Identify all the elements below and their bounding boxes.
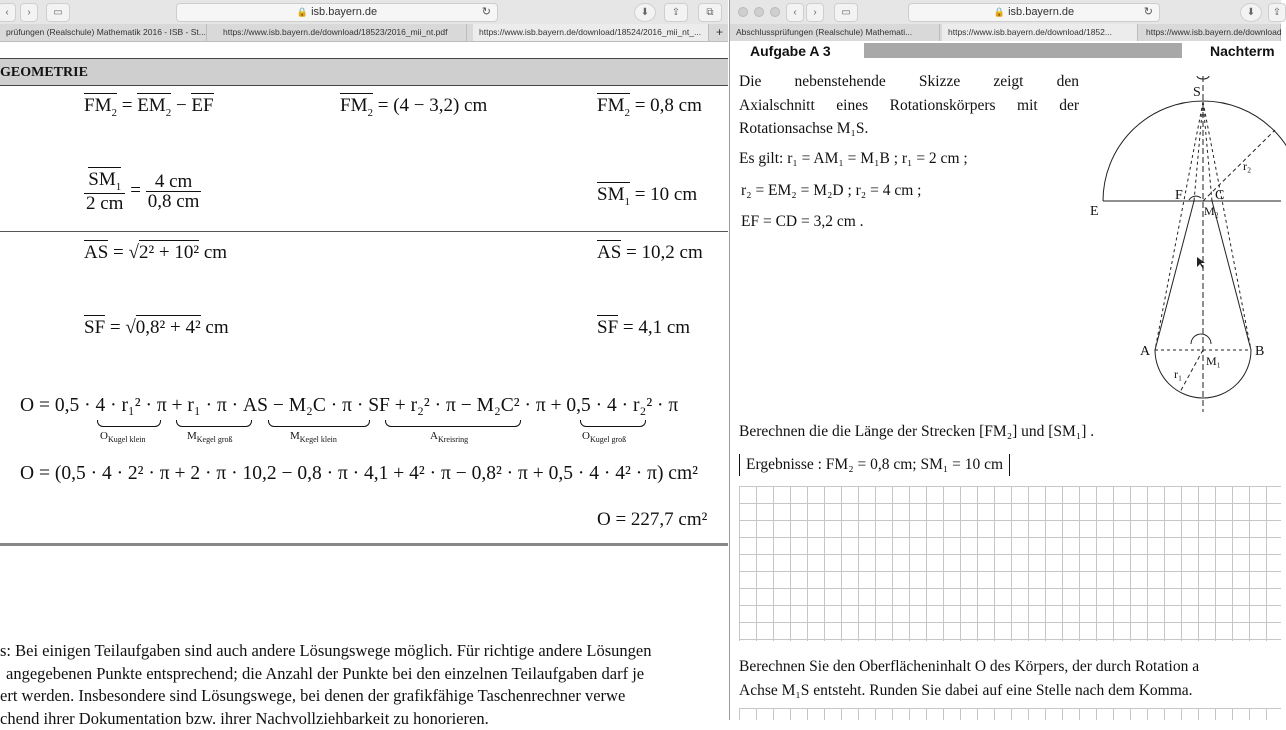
zoom-window-button[interactable] (770, 7, 780, 17)
footnote-line-3: ert werden. Insbesondere sind Lösungswege, bei denen der grafikfähige Taschenrechner verwe (0, 685, 728, 708)
lock-icon: 🔒 (994, 7, 1005, 17)
label-r2: r₂ (1243, 159, 1251, 173)
right-browser-window (729, 0, 1281, 720)
answer-grid[interactable] (739, 486, 1281, 641)
task-header (730, 41, 1281, 60)
results-box: Ergebnisse : FM₂ = 0,8 cm; SM₁ = 10 cm (739, 454, 1010, 476)
given-line-3: EF = CD = 3,2 cm . (741, 213, 864, 231)
label-m2: M₂ (1204, 204, 1219, 218)
back-button[interactable]: ‹ (786, 3, 804, 22)
right-toolbar (730, 0, 1281, 25)
radius-r2 (1203, 130, 1275, 201)
reload-icon[interactable]: ↻ (482, 4, 491, 21)
rotation-body-sketch (1085, 62, 1281, 418)
surface-formula: O = 0,5 · 4 · r₁² · π + r₁ · π · AS − M₂C · π · SF + r₂² · π − M₂C² · π + 0,5 · 4 · r₂² · π (20, 396, 678, 416)
label-e: E (1090, 204, 1099, 219)
dash-sf (1194, 102, 1203, 201)
fm2-equation: $FM_2 = EM_2$ − EF (84, 96, 214, 119)
as-result: AS = 10,2 cm (597, 243, 703, 262)
download-icon[interactable]: ⬇ (1240, 3, 1262, 22)
intro-line-2: Axialschnitt eines Rotationskörpers mit der (739, 94, 1079, 118)
label-kegel-klein: $M_{Kegel klein}$ (290, 430, 337, 444)
dash-sc (1203, 102, 1212, 201)
dash-sb (1203, 102, 1251, 350)
divider (0, 231, 728, 232)
section-end-line (0, 543, 728, 546)
section-header-bar (0, 58, 728, 86)
footnote-line-2: angegebenen Punkte entsprechend; die Anzahl der Punkte bei den einzelnen Teilaufgaben darf je (0, 663, 728, 686)
left-toolbar (0, 0, 728, 25)
as-equation: AS = √2² + 10² cm (84, 243, 227, 262)
tab-2-active[interactable]: https://www.isb.bayern.de/download/1852... (942, 24, 1138, 41)
left-tab-bar (0, 24, 728, 42)
task-term: Nachterm (1210, 43, 1275, 59)
sidebar-icon[interactable]: ▭ (46, 3, 70, 22)
intro-text (739, 70, 1079, 141)
download-icon[interactable]: ⬇ (634, 3, 656, 22)
share-icon[interactable]: ⇪ (1268, 3, 1286, 22)
footnote-line-4: chend ihrer Dokumentation bzw. ihrer Nachvollziehbarkeit zu honorieren. (0, 708, 728, 730)
given-line-2: r₂ = EM₂ = M₂D ; r₂ = 4 cm ; (741, 182, 921, 200)
angle-mark-m1 (1191, 334, 1211, 344)
label-kreisring: $A_{Kreisring}$ (430, 430, 468, 444)
label-kegel-gross: $M_{Kegel groß}$ (187, 430, 233, 444)
share-icon[interactable]: ⇪ (664, 3, 688, 22)
cone-side-right (1212, 201, 1251, 350)
label-b: B (1255, 344, 1264, 359)
right-tab-bar (730, 24, 1281, 42)
surface-numeric: O = (0,5 · 4 · 2² · π + 2 · π · 10,2 − 0,8 · π · 4,1 + 4² · π − 0,8² · π + 0,5 · 4 · 4² · π) cm² (20, 464, 698, 484)
question-1: Berechnen die die Länge der Strecken [FM₂] und [SM₁] . (739, 423, 1094, 441)
footnote-line-1: s: Bei einigen Teilaufgaben sind auch andere Lösungswege möglich. Für richtige andere Lösungen (0, 640, 728, 663)
task-title: Aufgabe A 3 (750, 43, 831, 59)
label-r1: r₁ (1174, 367, 1182, 381)
intro-line-1: Die nebenstehende Skizze zeigt den (739, 70, 1079, 94)
url-text: isb.bayern.de (311, 6, 377, 18)
label-f: F (1175, 188, 1183, 203)
cone-side-left (1155, 201, 1194, 350)
label-a: A (1140, 344, 1151, 359)
answer-grid-2[interactable] (739, 708, 1281, 720)
tab-3-active[interactable]: https://www.isb.bayern.de/download/18524/2016_mii_nt_... (473, 24, 709, 41)
address-bar[interactable] (176, 3, 498, 22)
fm2-result: $FM_2 = 0,8$ cm (597, 96, 702, 119)
intro-line-3: Rotationsachse M₁S. (739, 117, 1079, 141)
forward-button[interactable]: › (806, 3, 824, 22)
address-bar[interactable] (908, 3, 1160, 22)
surface-result: O = 227,7 cm² (597, 510, 707, 529)
brace-2 (176, 420, 252, 427)
dash-sa (1155, 102, 1203, 350)
section-header: GEOMETRIE (0, 65, 88, 81)
minimize-window-button[interactable] (754, 7, 764, 17)
sm1-proportion: $\frac{SM_1}{2 cm}$ = $\frac{4 cm}{0,8 cm}$ (84, 170, 201, 213)
sf-result: SF = 4,1 cm (597, 318, 690, 337)
label-s: S (1193, 85, 1201, 100)
tab-1[interactable]: prüfungen (Realschule) Mathematik 2016 - ISB - St... (0, 24, 207, 41)
label-kugel-gross: $O_{Kugel groß}$ (582, 430, 626, 444)
close-window-button[interactable] (738, 7, 748, 17)
sm1-result: $SM_1 = 10$ cm (597, 185, 697, 208)
reload-icon[interactable]: ↻ (1144, 4, 1153, 21)
label-kugel-klein: $O_{Kugel klein}$ (100, 430, 146, 444)
brace-1 (97, 420, 161, 427)
label-c: C (1215, 188, 1224, 203)
tabs-overview-icon[interactable]: ⧉ (698, 3, 722, 22)
tab-2[interactable]: https://www.isb.bayern.de/download/18523/2016_mii_nt.pdf (217, 24, 467, 41)
radius-r1 (1180, 350, 1203, 392)
fm2-calculation: $FM_2 = (4 - 3,2)$ cm (340, 96, 487, 119)
tab-1[interactable]: Abschlussprüfungen (Realschule) Mathemati... (730, 24, 940, 41)
label-m1: M₁ (1206, 354, 1221, 368)
given-line-1: Es gilt: r₁ = AM₁ = M₁B ; r₁ = 2 cm ; (739, 150, 968, 168)
back-button[interactable]: ‹ (0, 3, 16, 22)
sidebar-icon[interactable]: ▭ (834, 3, 858, 22)
forward-button[interactable]: › (20, 3, 38, 22)
mouse-cursor-icon (1197, 257, 1205, 269)
task-header-bar (864, 43, 1182, 58)
lock-icon: 🔒 (297, 7, 308, 17)
brace-4 (385, 420, 521, 427)
angle-mark-f (1189, 196, 1201, 200)
question-2-line-1: Berechnen Sie den Oberflächeninhalt O des Körpers, der durch Rotation a (739, 658, 1199, 676)
brace-3 (268, 420, 370, 427)
brace-5 (580, 420, 646, 427)
url-text: isb.bayern.de (1008, 6, 1074, 18)
sf-equation: SF = √0,8² + 4² cm (84, 318, 229, 337)
footnote (0, 640, 728, 730)
large-hemisphere-arc (1103, 101, 1286, 201)
question-2-line-2: Achse M₁S entsteht. Runden Sie dabei auf eine Stelle nach dem Komma. (739, 682, 1193, 700)
new-tab-button[interactable]: + (712, 24, 728, 41)
tab-3[interactable]: https://www.isb.bayern.de/download (1140, 24, 1281, 41)
